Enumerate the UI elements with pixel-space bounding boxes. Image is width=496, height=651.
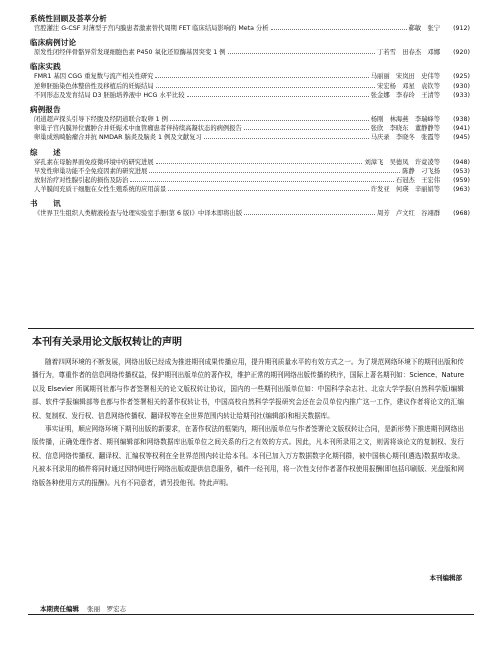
responsible-editor bbox=[40, 604, 126, 613]
dot-leader bbox=[271, 29, 407, 30]
notice-body bbox=[32, 356, 464, 490]
dot-leader bbox=[168, 190, 369, 191]
dot-leader bbox=[170, 120, 369, 121]
dot-leader bbox=[244, 129, 369, 130]
dot-leader bbox=[155, 77, 368, 78]
toc-entry[interactable] bbox=[30, 158, 470, 167]
toc-entry-title: 卵巢成熟畸胎瘤合并抗 NMDAR 脑炎及脑炎 1 例及文献复习 bbox=[34, 134, 202, 142]
toc-entry-authors: 陈静 刁飞扬 bbox=[402, 167, 440, 175]
toc-entry-authors: 张金娜 李春玲 王清等 bbox=[370, 91, 440, 99]
toc-entry-title: 不同形态及发育结局 D3 胚胎培养液中 HCG 水平比较 bbox=[34, 91, 185, 99]
toc-entry-authors: 张欣 李晓东 董静静等 bbox=[370, 125, 440, 133]
toc-entry-page: (933) bbox=[453, 91, 470, 99]
notice-paragraph: 随着四网环境的不断发展，网络出版已经成为推进期刊成果传播应用，提升期刊质量水平的有效方式之一。为了规范网络环境下的期刊出版和传播行为，尊重作者的信息网络传播权益，保护期刊出版单位的著作权，维护正常的期刊网络出版传播的秩序，国际上著名期刊如：Science、Nature 以及 Elsevier 所属期刊社都与作者签署相关的论文版权转让协议，国内的一些期刊出版单位如：中国科学杂志社、北京大学学报(自然科学版)编辑部、软件学报编辑部等也都与作者签署相关的著作权转让书，中国高校自然科学学报研究会还在会员单位内推广这一工作，建议作者将论文的汇编权、复制权、发行权、信息网络传播权、翻译权等在全世界范围内转让给期刊社(编辑部)和相关数据库。 bbox=[32, 358, 464, 420]
toc-entry-title: 卵巢子宫内膜异位囊肿合并妊娠术中血管瘤患者伴持续高凝状态的病例报告 bbox=[34, 125, 242, 133]
toc-entry[interactable] bbox=[30, 176, 470, 185]
toc-entry-title: 原发性闭经伴骨骼异常发现细胞色素 P450 氧化还原酶基因突变 1 例 bbox=[34, 49, 226, 57]
toc-entry[interactable] bbox=[30, 133, 470, 142]
toc-entry-title: 宫腔灌注 G-CSF 对薄型子宫内膜患者激素替代周期 FET 临床结局影响的 Meta 分析 bbox=[34, 25, 269, 32]
toc-entry-authors: 杨刚 林海燕 李瑞峰等 bbox=[370, 116, 440, 124]
toc-entry-authors: 周芳 卢文红 谷翊群 bbox=[377, 210, 440, 218]
toc-entry[interactable] bbox=[30, 91, 470, 100]
toc-entry[interactable] bbox=[30, 24, 470, 33]
toc-entry-page: (920) bbox=[453, 49, 470, 57]
editor-label: 本期责任编辑 bbox=[40, 605, 79, 613]
toc-entry[interactable] bbox=[30, 209, 470, 218]
toc-entry-title: 《世界卫生组织人类精液检查与处理实验室手册(第 6 版)》中译本即将出版 bbox=[34, 210, 243, 218]
toc-entry-page: (941) bbox=[453, 125, 470, 133]
toc-entry-title: 穿孔素在母胎界面免疫微环境中的研究进展 bbox=[34, 158, 154, 166]
toc-entry-title: 人羊膜间充质干细胞在女性生殖系统的应用前景 bbox=[34, 186, 167, 194]
toc-entry[interactable] bbox=[30, 82, 470, 91]
toc-entry[interactable] bbox=[30, 167, 470, 176]
editor-names: 张丽 罗宏志 bbox=[87, 605, 127, 613]
toc-section-heading: 综 述 bbox=[30, 147, 61, 157]
toc-entry-title: 早发性卵巢功能不全免疫因素的研究进展 bbox=[34, 167, 148, 175]
toc-entry-authors: 刘漳飞 吴德凤 许竟凌等 bbox=[364, 158, 440, 166]
toc-entry[interactable] bbox=[30, 124, 470, 133]
toc-entry-page: (945) bbox=[453, 134, 470, 142]
toc-entry-page: (938) bbox=[453, 116, 470, 124]
toc-entry-page: (925) bbox=[453, 73, 470, 81]
notice-signature: 本刊编辑部 bbox=[429, 574, 462, 582]
dot-leader bbox=[156, 87, 375, 88]
dot-leader bbox=[244, 214, 375, 215]
toc-section-heading: 系统性回顾及荟萃分析 bbox=[30, 14, 107, 23]
notice-title: 本刊有关录用论文版权转让的声明 bbox=[32, 337, 182, 348]
dot-leader bbox=[187, 96, 369, 97]
toc-entry-page: (963) bbox=[453, 186, 470, 194]
toc-entry[interactable] bbox=[30, 115, 470, 124]
toc-section-heading: 病例报告 bbox=[30, 105, 61, 115]
toc-entry[interactable] bbox=[30, 185, 470, 194]
dot-leader bbox=[156, 163, 363, 164]
toc-entry-page: (930) bbox=[453, 82, 470, 90]
toc-entry-authors: 宋宏杨 邓星 袁钦等 bbox=[377, 82, 440, 90]
toc-entry[interactable] bbox=[30, 72, 470, 81]
dot-leader bbox=[149, 172, 400, 173]
toc-entry-page: (948) bbox=[453, 158, 470, 166]
toc-entry-page: (968) bbox=[453, 210, 470, 218]
toc-entry-authors: 石冠杰 王宏伟 bbox=[395, 177, 440, 185]
toc-entry-authors: 郗敏 张宁 bbox=[408, 25, 440, 32]
section-divider bbox=[28, 328, 474, 329]
toc-entry-title: 闭道超声探头引导下经腹及经阴道联合取卵 1 例 bbox=[34, 116, 168, 124]
toc-entry-authors: 马丽丽 宋岚田 史伟等 bbox=[370, 73, 440, 81]
dot-leader bbox=[228, 53, 375, 54]
toc-entry-page: (953) bbox=[453, 167, 470, 175]
toc-entry[interactable] bbox=[30, 48, 470, 57]
footer-divider bbox=[28, 614, 474, 615]
table-of-contents bbox=[30, 14, 470, 219]
toc-section-heading: 临床实践 bbox=[30, 62, 61, 72]
notice-paragraph: 事实证明，顺应网络环境下期刊出版的新要求，在著作权法的框架内，期刊出版单位与作者签署论文版权转让合同，是新形势下推进期刊网络出版传播，正确处理作者、期刊编辑部和网络数据库出版单位之间关系的行之有效的方式。因此，凡本刊所录用之文，则需将该论文的复制权、发行权、信息网络传播权、翻译权、汇编权等权利在全世界范围内转让给本刊。本刊已加入万方数据数字化期刊群，被中国核心期刊(遴选)数据库收录。凡被本刊录用的稿件将同时通过因特网进行网络出版或提供信息服务，稿件一经刊用，将一次性支付作者著作权使用报酬(即包括印刷版、光盘版和网络版各种使用方式的报酬)。凡有不同意者，请另投他刊。特此声明。 bbox=[32, 425, 464, 487]
toc-entry-authors: 许发亚 何瑛 辛丽娟等 bbox=[370, 186, 440, 194]
toc-entry-page: (959) bbox=[453, 177, 470, 185]
toc-entry-page: (912) bbox=[453, 25, 470, 32]
toc-entry-authors: 马庆录 李晓冬 张霞等 bbox=[370, 134, 440, 142]
toc-entry-title: 逆卵胚胎染色体整倍性及移植后的妊娠结局 bbox=[34, 82, 154, 90]
toc-entry-title: FMR1 基因 CGG 重复数与流产相关性研究 bbox=[34, 73, 154, 81]
dot-leader bbox=[204, 138, 369, 139]
toc-section-heading: 书 讯 bbox=[30, 199, 61, 209]
toc-entry-title: 放射治疗对性腺引起的损伤及防治 bbox=[34, 177, 129, 185]
toc-section-heading: 临床病例讨论 bbox=[30, 38, 77, 48]
toc-entry-authors: 丁若雪 田春杰 邓娜 bbox=[377, 49, 440, 57]
dot-leader bbox=[130, 181, 393, 182]
